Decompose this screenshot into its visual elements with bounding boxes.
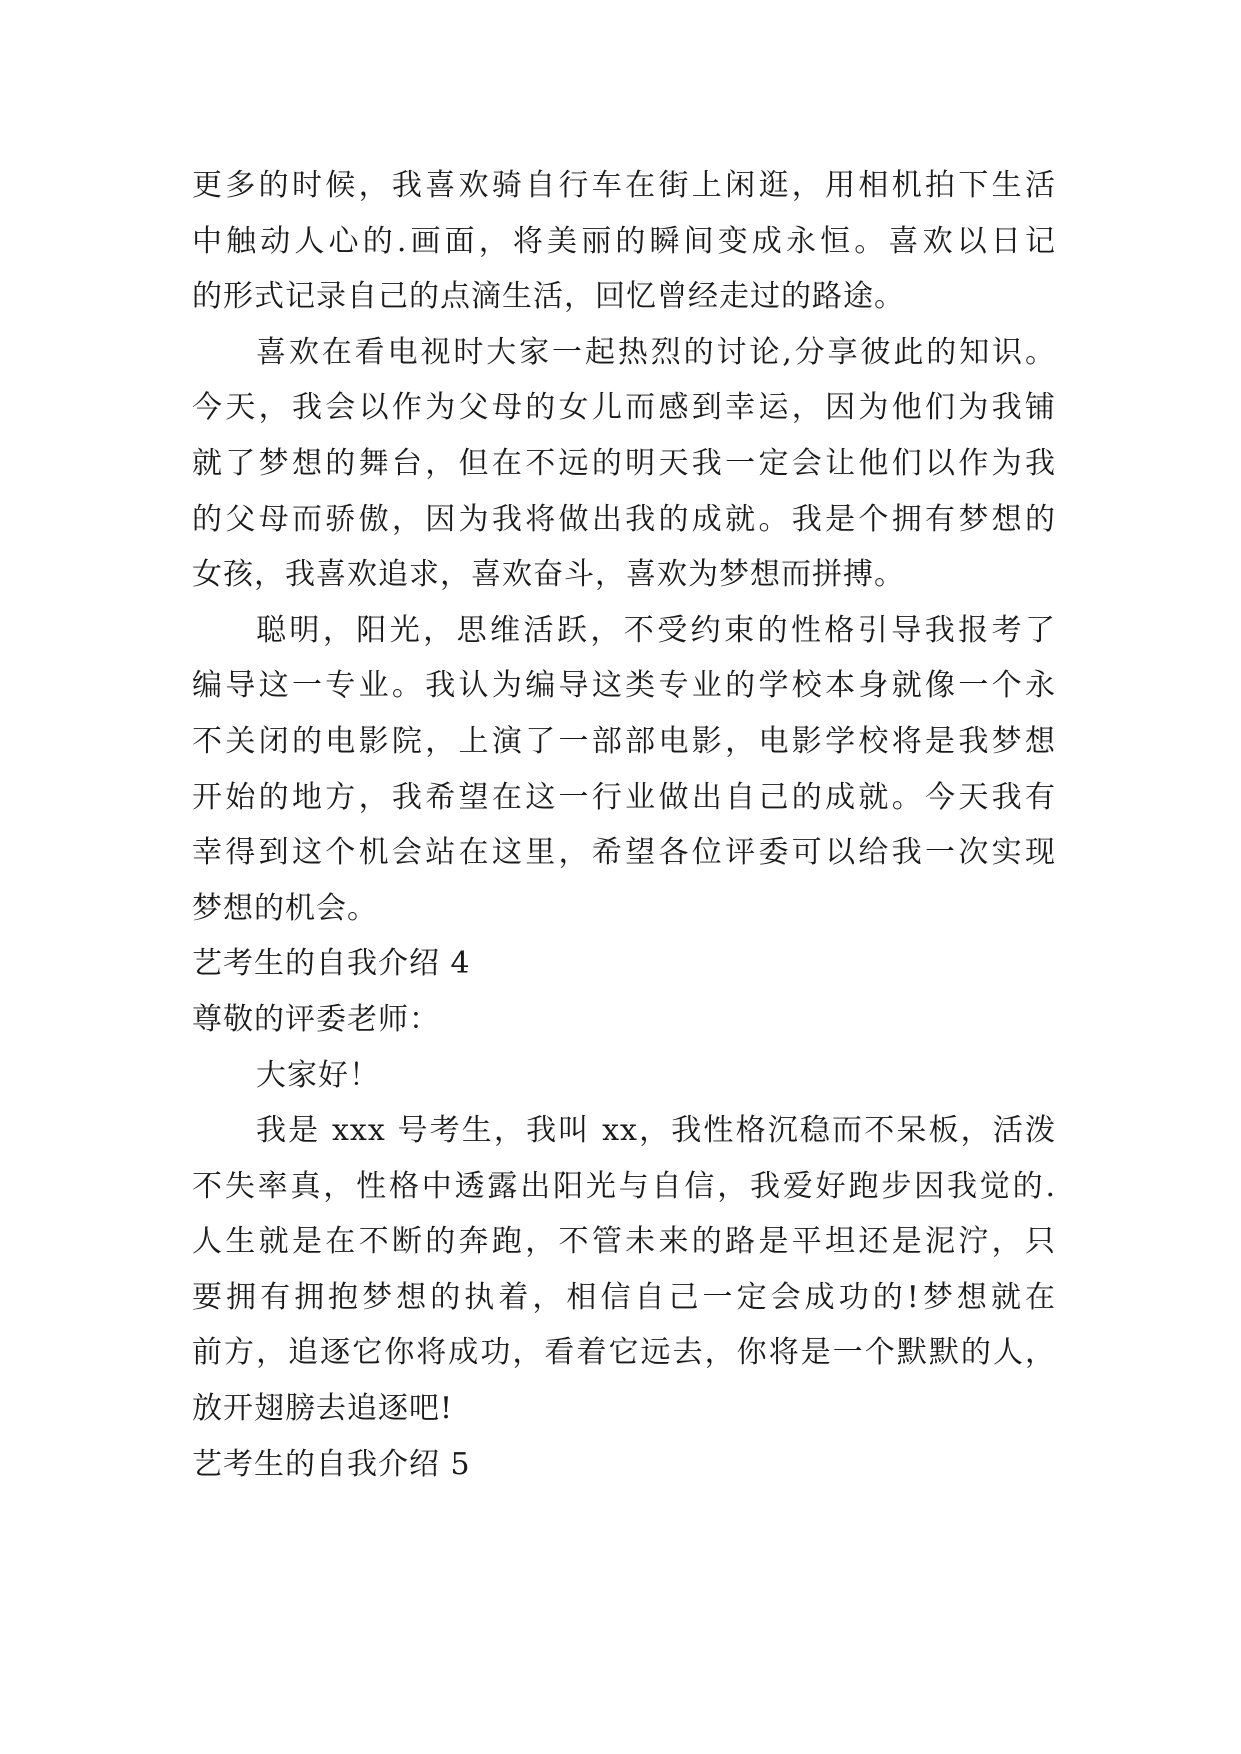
section-heading: 艺考生的自我介绍 5 [192,1446,471,1482]
paragraph-line: 梦想的机会。 [192,890,378,926]
paragraph-line: 不失率真，性格中透露出阳光与自信，我爱好跑步因我觉的. [192,1168,1056,1204]
paragraph-line: 中触动人心的.画面，将美丽的瞬间变成永恒。喜欢以日记 [192,223,1056,259]
paragraph-line: 不关闭的电影院，上演了一部部电影，电影学校将是我梦想 [192,723,1056,759]
paragraph-line: 放开翅膀去追逐吧! [192,1391,454,1427]
paragraph-line: 今天，我会以作为父母的女儿而感到幸运，因为他们为我铺 [192,390,1056,426]
paragraph-line: 要拥有拥抱梦想的执着，相信自己一定会成功的!梦想就在 [192,1279,1056,1315]
paragraph-line: 聪明，阳光，思维活跃，不受约束的性格引导我报考了 [256,612,1056,648]
paragraph-line: 开始的地方，我希望在这一行业做出自己的成就。今天我有 [192,779,1056,815]
document-body [192,158,1056,1492]
paragraph-line: 我是 xxx 号考生，我叫 xx，我性格沉稳而不呆板，活泼 [256,1113,1056,1149]
paragraph-line: 前方，追逐它你将成功，看着它远去，你将是一个默默的人， [192,1335,1056,1371]
paragraph-line: 更多的时候，我喜欢骑自行车在街上闲逛，用相机拍下生活 [192,168,1056,203]
paragraph-line: 的形式记录自己的点滴生活，回忆曾经走过的路途。 [192,279,905,315]
paragraph-line: 就了梦想的舞台，但在不远的明天我一定会让他们以作为我 [192,445,1056,481]
paragraph-line: 幸得到这个机会站在这里，希望各位评委可以给我一次实现 [192,835,1056,871]
paragraph-line: 的父母而骄傲，因为我将做出我的成就。我是个拥有梦想的 [192,501,1056,537]
section-heading: 艺考生的自我介绍 4 [192,946,471,982]
greeting: 大家好！ [256,1057,380,1093]
paragraph-line: 喜欢在看电视时大家一起热烈的讨论,分享彼此的知识。 [256,334,1056,370]
paragraph-line: 编导这一专业。我认为编导这类专业的学校本身就像一个永 [192,668,1056,704]
paragraph-line: 人生就是在不断的奔跑，不管未来的路是平坦还是泥泞，只 [192,1224,1056,1260]
salutation: 尊敬的评委老师： [192,1001,440,1037]
paragraph-line: 女孩，我喜欢追求，喜欢奋斗，喜欢为梦想而拼搏。 [192,557,905,593]
